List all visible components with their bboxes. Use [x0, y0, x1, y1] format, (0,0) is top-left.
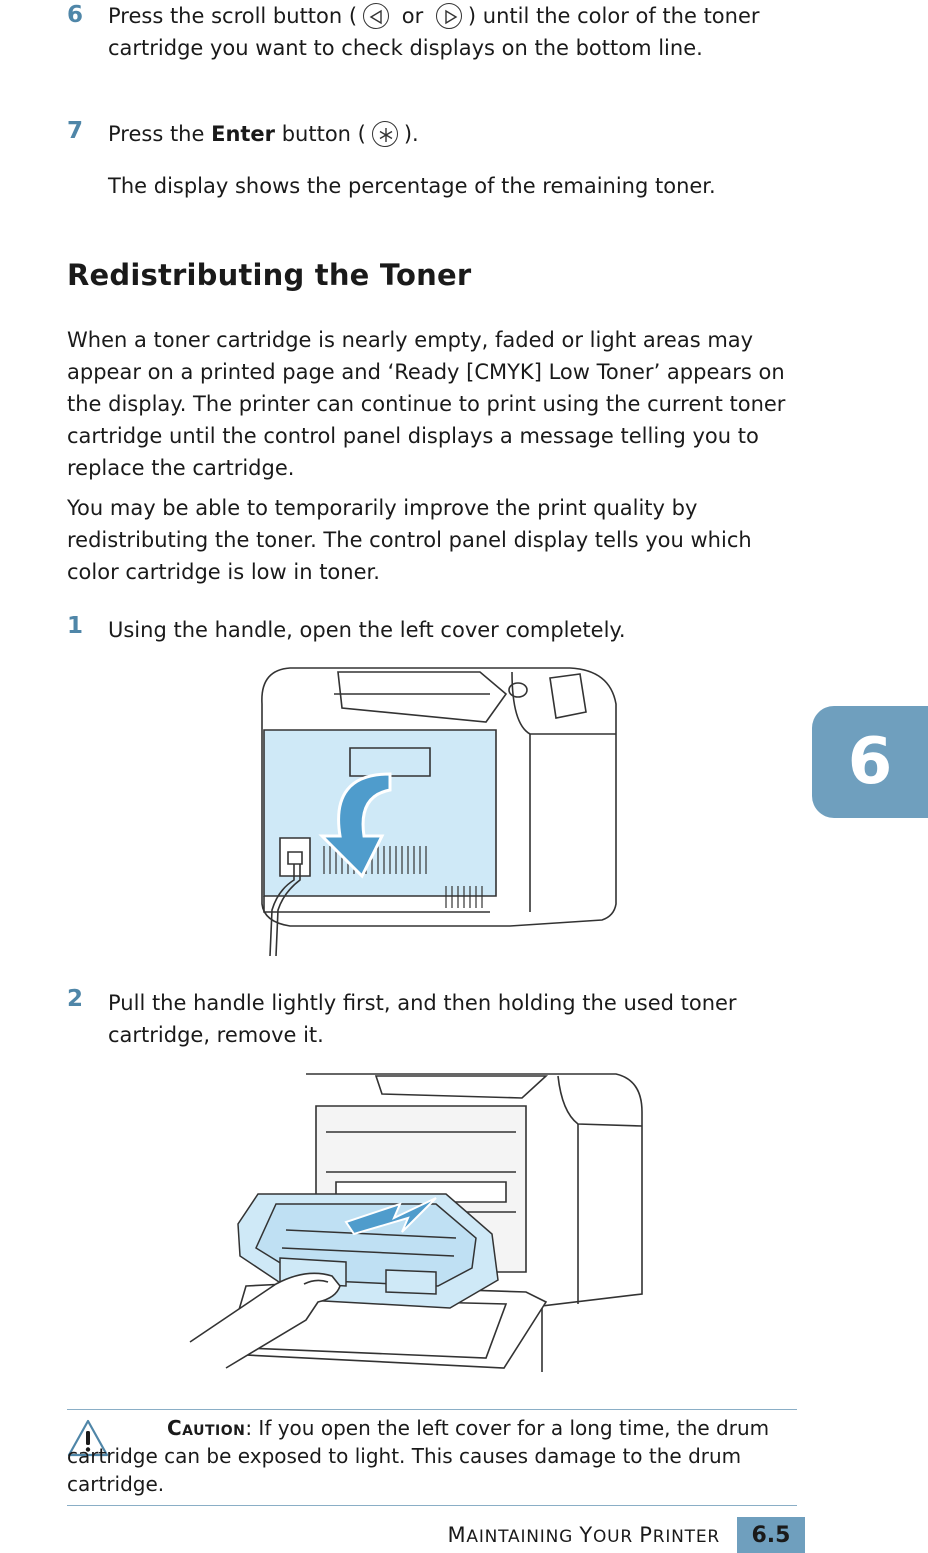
page-number: 6.5	[737, 1517, 805, 1553]
chapter-tab: 6	[812, 706, 928, 818]
step-7-text-b: button (	[275, 122, 366, 146]
scroll-right-button-icon	[436, 3, 462, 29]
step-6-text-b: or	[395, 4, 430, 28]
section-heading: Redistributing the Toner	[67, 258, 472, 292]
footer-title-rest-2: OUR	[592, 1527, 634, 1547]
step-number: 7	[67, 118, 84, 144]
caution-body: : If you open the left cover for a long time, the drum cartridge can be exposed to light. This causes damage to the drum cartridge.	[67, 1416, 770, 1496]
footer-title-rest-1: AINTAINING	[466, 1527, 574, 1547]
toner-removal-illustration	[186, 1072, 648, 1372]
step-number: 6	[67, 2, 84, 28]
step-7-text-c: ).	[403, 122, 419, 146]
step-6-text	[108, 0, 798, 64]
printer-open-cover-illustration	[250, 664, 630, 956]
paragraph-1: When a toner cartridge is nearly empty, faded or light areas may appear on a printed page and ‘Ready [CMYK] Low Toner’ appears on the display. The printer can continue to print using the current toner cartridge until the control panel displays a message telling you to replace the cartridge.	[67, 328, 786, 480]
footer-title-cap-1: M	[447, 1523, 467, 1547]
caution-text	[67, 1414, 797, 1498]
caution-label: Caution	[167, 1416, 246, 1440]
step-number: 1	[67, 613, 84, 639]
step-6-text-c: ) until the color of the toner cartridge you want to check displays on the bottom line.	[108, 4, 760, 60]
paragraph-2: You may be able to temporarily improve the print quality by redistributing the toner. The control panel display tells you which color cartridge is low in toner.	[67, 496, 752, 584]
footer-title-cap-3: P	[639, 1523, 653, 1547]
step-number: 2	[67, 986, 84, 1012]
step-6-text-a: Press the scroll button (	[108, 4, 358, 28]
footer-title-rest-3: RINTER	[652, 1527, 720, 1547]
enter-button-icon	[372, 121, 398, 147]
scroll-left-button-icon	[363, 3, 389, 29]
caution-bottom-rule	[67, 1505, 797, 1506]
step-7-text	[108, 118, 798, 150]
step-7-note: The display shows the percentage of the remaining toner.	[108, 174, 716, 198]
step-1-text: Using the handle, open the left cover completely.	[108, 618, 626, 642]
footer-title	[448, 1523, 721, 1547]
footer-title-cap-2: Y	[579, 1523, 593, 1547]
enter-label: Enter	[211, 122, 276, 146]
caution-top-rule	[67, 1409, 797, 1410]
step-7-text-a: Press the	[108, 122, 212, 146]
step-2-text: Pull the handle lightly first, and then holding the used toner cartridge, remove it.	[108, 991, 737, 1047]
